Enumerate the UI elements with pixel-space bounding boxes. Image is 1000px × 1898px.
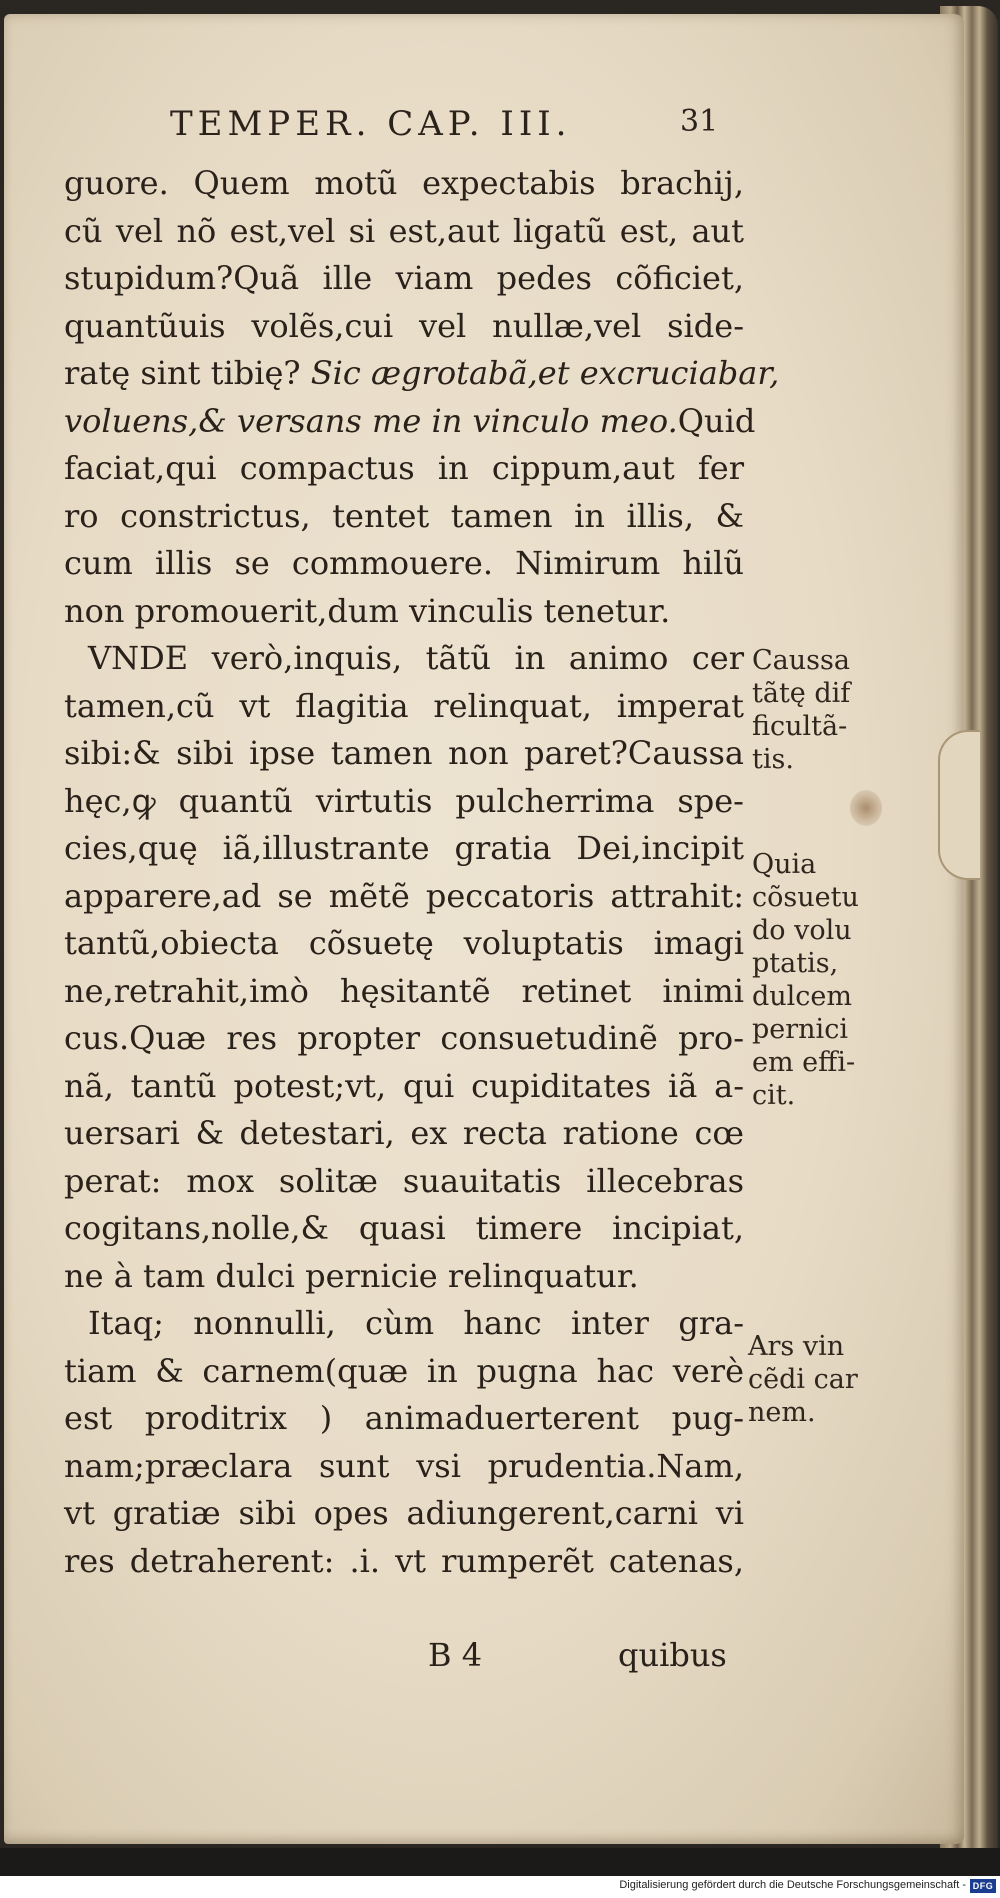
margin-note-line: ficultã- — [752, 711, 848, 742]
text-line: VNDE verò,inquis, tãtũ in animo cer — [88, 639, 744, 677]
text-line: ro constrictus, tentet tamen in illis, & — [64, 496, 744, 535]
text-line: cum illis se commouere. Nimirum hilũ — [64, 544, 744, 582]
text-line: tamen,cũ vt flagitia relinquat, imperat — [64, 686, 744, 725]
text-line: uersari & detestari, ex recta ratione cœ — [64, 1114, 744, 1152]
margin-note-line: tis. — [752, 744, 794, 775]
text-segment: Quid — [677, 401, 756, 440]
footer-bar — [0, 1876, 1000, 1898]
text-line: perat: mox solitæ suauitatis illecebras — [64, 1161, 744, 1200]
margin-note-line: cõsuetu — [752, 882, 859, 913]
text-line: cus.Quæ res propter consuetudinẽ pro- — [64, 1019, 744, 1057]
italic-quote: Sic ægrotabã,et excruciabar, — [310, 354, 780, 392]
running-title: TEMPER. CAP. III. — [170, 104, 572, 144]
signature-mark: B 4 — [428, 1636, 483, 1674]
text-line: ne à tam dulci pernicie relinquatur. — [64, 1256, 639, 1295]
text-line: stupidum?Quã ille viam pedes cõficiet, — [64, 259, 744, 297]
margin-note-line: dulcem — [752, 981, 853, 1012]
dfg-logo: DFG — [970, 1879, 996, 1893]
margin-note-line: Quia — [752, 849, 817, 880]
margin-note-line: nem. — [748, 1397, 816, 1428]
margin-note-line: do volu — [752, 915, 852, 946]
text-line — [64, 350, 780, 398]
text-line: est proditrix ) animaduerterent pug- — [64, 1399, 744, 1437]
margin-note-line: ptatis, — [752, 948, 839, 979]
text-line: Itaq; nonnulli, cùm hanc inter gra- — [88, 1304, 744, 1342]
text-line: apparere,ad se mẽtẽ peccatoris attrahit: — [64, 876, 744, 915]
text-segment: ratę sint tibię? — [64, 354, 311, 392]
margin-note-line: cẽdi car — [748, 1364, 858, 1395]
margin-note-caussa — [752, 644, 850, 776]
margin-note-line: Ars vin — [748, 1331, 845, 1362]
margin-note-quia — [752, 848, 859, 1112]
text-line: tantũ,obiecta cõsuetę voluptatis imagi — [64, 924, 744, 962]
text-line — [64, 398, 756, 446]
text-line: vt gratiæ sibi opes adiungerent,carni vi — [64, 1494, 744, 1532]
text-line: tiam & carnem(quæ in pugna hac verè — [64, 1351, 744, 1390]
page-tab-bulge — [938, 730, 980, 880]
catchword: quibus — [618, 1636, 727, 1674]
text-line: cogitans,nolle,& quasi timere incipiat, — [64, 1209, 744, 1247]
text-line: ne,retrahit,imò hęsitantẽ retinet inimi — [64, 971, 744, 1010]
text-line: guore. Quem motũ expectabis brachij, — [64, 164, 744, 202]
text-line: cũ vel nõ est,vel si est,aut ligatũ est, aut — [64, 211, 744, 250]
margin-note-line: pernici — [752, 1014, 848, 1045]
text-line: res detraherent: .i. vt rumperẽt catenas, — [64, 1541, 744, 1580]
margin-note-ars — [748, 1330, 858, 1429]
margin-note-line: tãtę dif — [752, 678, 851, 709]
page-number: 31 — [680, 104, 719, 139]
text-line: quantũuis volẽs,cui vel nullæ,vel side- — [64, 306, 744, 345]
text-line: sibi:& sibi ipse tamen non paret?Caussa — [64, 734, 744, 772]
footer-credit: Digitalisierung gefördert durch die Deutsche Forschungsgemeinschaft - — [619, 1879, 966, 1891]
text-line: cies,quę iã,illustrante gratia Dei,incipit — [64, 829, 744, 867]
margin-note-line: cit. — [752, 1080, 796, 1111]
margin-note-line: Caussa — [752, 645, 850, 676]
text-line: hęc,ꝙ quantũ virtutis pulcherrima spe- — [64, 781, 744, 820]
text-line: nã, tantũ potest;vt, qui cupiditates iã a- — [64, 1066, 744, 1105]
text-line: nam;præclara sunt vsi prudentia.Nam, — [64, 1446, 744, 1485]
margin-note-line: em effi- — [752, 1047, 856, 1078]
text-line: faciat,qui compactus in cippum,aut fer — [64, 449, 744, 487]
paper-stain — [850, 790, 882, 826]
italic-quote: voluens,& versans me in vinculo meo. — [64, 401, 678, 440]
text-line: non promouerit,dum vinculis tenetur. — [64, 591, 671, 630]
scan-bottom-band — [0, 1848, 1000, 1876]
